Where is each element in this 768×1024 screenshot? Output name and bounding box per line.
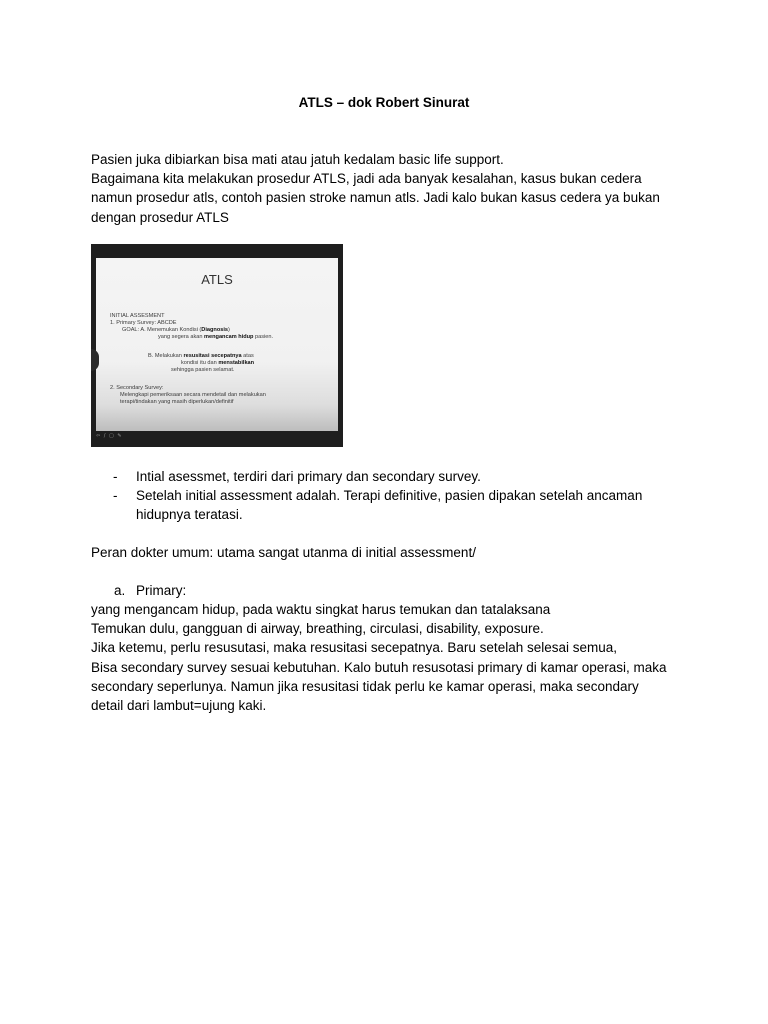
slide-line: 2. Secondary Survey:	[110, 385, 164, 391]
slide-line	[158, 334, 273, 341]
peran-paragraph: Peran dokter umum: utama sangat utanma di initial assessment/	[91, 545, 476, 560]
slide-line	[122, 327, 230, 334]
slide-text-bold: Diagnosis	[201, 327, 229, 333]
list-item	[91, 467, 681, 486]
document-title: ATLS – dok Robert Sinurat	[298, 95, 470, 110]
slide-line: Melengkapi pemeriksaan secara mendetail dan melakukan	[120, 392, 266, 398]
dash-bullet: -	[113, 488, 118, 504]
slide-photo	[91, 244, 343, 447]
slide-line: 1. Primary Survey: ABCDE	[110, 320, 177, 326]
slide-text: kondisi itu dan	[181, 360, 219, 366]
intro-line: Pasien juka dibiarkan bisa mati atau jatuh kedalam basic life support.	[91, 152, 504, 167]
slide-text: pasien.	[253, 334, 274, 340]
list-item-text: hidupnya teratasi.	[136, 507, 243, 523]
intro-line: Bagaimana kita melakukan prosedur ATLS, jadi ada banyak kesalahan, kasus bukan cedera	[91, 171, 642, 187]
slide-text-bold: mengancam hidup	[204, 334, 254, 340]
slide-text: atas	[241, 353, 254, 359]
intro-paragraph	[91, 150, 681, 227]
slide-line: INITIAL ASSESMENT	[110, 313, 165, 319]
list-item	[91, 486, 681, 524]
list-item-text: Intial asessmet, terdiri dari primary dan secondary survey.	[136, 469, 481, 484]
slide-screen	[96, 258, 338, 431]
body-line: yang mengancam hidup, pada waktu singkat harus temukan dan tatalaksana	[91, 602, 551, 617]
primary-heading	[114, 581, 186, 600]
slide-line	[181, 360, 254, 367]
primary-label: Primary:	[136, 583, 187, 598]
slide-text: B. Melakukan	[148, 353, 184, 359]
slide-line: sehingga pasien selamat.	[171, 367, 235, 373]
body-line: secondary seperlunya. Namun jika resusitasi tidak perlu ke kamar operasi, maka secondary	[91, 678, 639, 694]
intro-line: dengan prosedur ATLS	[91, 209, 229, 225]
list-item-text: Setelah initial assessment adalah. Terapi definitive, pasien dipakan setelah ancaman	[136, 488, 643, 504]
body-line: detail dari lambut=ujung kaki.	[91, 698, 267, 714]
slide-text: yang segera akan	[158, 334, 205, 340]
dash-bullet: -	[113, 469, 118, 484]
slide-line	[148, 353, 254, 360]
primary-body	[91, 600, 681, 715]
slide-text-bold: menstabilkan	[218, 360, 255, 366]
body-line: Temukan dulu, gangguan di airway, breathing, circulasi, disability, exposure.	[91, 621, 544, 637]
slide-text: GOAL: A. Menemukan Kondisi (	[122, 327, 202, 333]
slide-text-bold: resusitasi secepatnya	[183, 353, 242, 359]
slide-title: ATLS	[201, 272, 233, 287]
slide-line: terapi/tindakan yang masih diperlukan/definitif	[120, 399, 234, 405]
body-line: Bisa secondary survey sesuai kebutuhan. Kalo butuh resusotasi primary di kamar operasi, maka	[91, 659, 667, 675]
slide-toolbar: ⇦ / ▢ ✎	[96, 433, 123, 439]
slide-text: )	[228, 327, 230, 333]
dash-list	[91, 467, 681, 525]
body-line: Jika ketemu, perlu resusutasi, maka resusitasi secepatnya. Baru setelah selesai semua,	[91, 640, 618, 656]
list-letter: a.	[114, 583, 126, 598]
intro-line: namun prosedur atls, contoh pasien stroke namun atls. Jadi kalo bukan kasus cedera ya bukan	[91, 190, 660, 206]
